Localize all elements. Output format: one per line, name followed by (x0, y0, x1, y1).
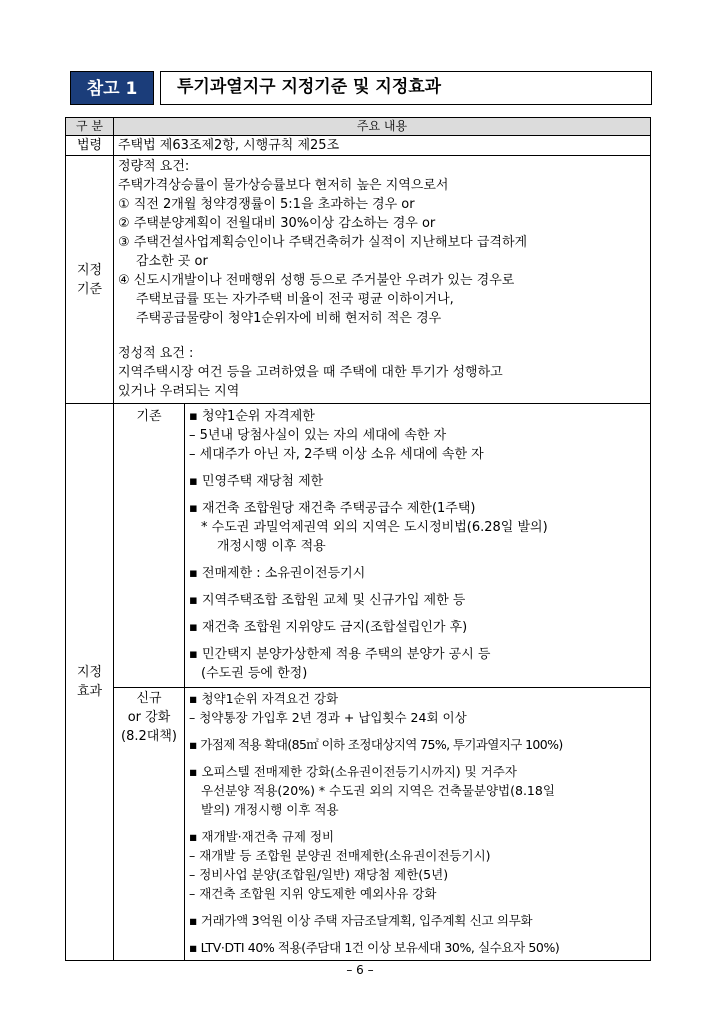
spacer (189, 754, 646, 762)
existing-item: ▪ 재건축 조합원당 재건축 주택공급수 제한(1주택) (189, 501, 476, 516)
new-label-line2: or 강화 (127, 710, 171, 725)
quant-title: 정량적 요건: (118, 159, 190, 174)
new-item: ▪ 가점제 적용 확대(85㎡ 이하 조정대상지역 75%, 투기과열지구 100%) (189, 737, 563, 752)
new-subitem: – 청약통장 가입후 2년 경과 + 납입횟수 24회 이상 (189, 710, 467, 725)
effect-existing-row (66, 404, 651, 688)
effect-label-line2: 효과 (76, 684, 103, 699)
new-label (114, 688, 185, 961)
existing-note: 개정시행 이후 적용 (217, 539, 326, 554)
spacer (189, 491, 646, 499)
spacer (189, 903, 646, 911)
quant-line: 주택공급물량이 청약1순위자에 비해 현저히 적은 경우 (136, 311, 442, 326)
spacer (189, 610, 646, 618)
quant-line: ① 직전 2개월 청약경쟁률이 5:1을 초과하는 경우 or (118, 197, 415, 212)
page-title: 투기과열지구 지정기준 및 지정효과 (160, 71, 652, 105)
criteria-label-line2: 기준 (76, 281, 103, 297)
existing-label: 기존 (114, 404, 185, 688)
spacer (189, 819, 646, 827)
quant-line: ③ 주택건설사업계획승인이나 주택건축허가 실적이 지난해보다 급격하게 (118, 235, 528, 250)
title-bar (70, 71, 652, 105)
new-label-line3: (8.2대책) (121, 729, 177, 744)
quant-line: 감소한 곳 or (136, 254, 208, 269)
new-subitem: – 재개발 등 조합원 분양권 전매제한(소유권이전등기시) (189, 848, 491, 863)
existing-subitem: – 5년내 당첨사실이 있는 자의 세대에 속한 자 (189, 428, 447, 443)
law-row (66, 136, 651, 156)
new-item: ▪ 거래가액 3억원 이상 주택 자금조달계획, 입주계획 신고 의무화 (189, 913, 533, 928)
criteria-table (65, 117, 651, 961)
new-note: 발의) 개정시행 이후 적용 (201, 802, 339, 817)
qual-title: 정성적 요건 : (118, 346, 194, 361)
new-item: ▪ 오피스텔 전매제한 강화(소유권이전등기시까지) 및 거주자 (189, 764, 517, 779)
quant-line: ② 주택분양계획이 전월대비 30%이상 감소하는 경우 or (118, 216, 436, 231)
reference-tag: 참고 1 (70, 71, 154, 105)
quant-line: 주택보급률 또는 자가주택 비율이 전국 평균 이하이거나, (136, 292, 454, 307)
criteria-label (66, 156, 114, 404)
spacer (189, 583, 646, 591)
existing-note: (수도권 등에 한정) (201, 666, 308, 681)
criteria-content (114, 156, 651, 404)
qual-line: 지역주택시장 여건 등을 고려하였을 때 주택에 대한 투기가 성행하고 (118, 365, 503, 380)
new-note: 우선분양 적용(20%) * 수도권 외의 지역은 건축물분양법(8.18일 (201, 783, 555, 798)
spacer (189, 464, 646, 472)
effect-label-line1: 지정 (76, 665, 103, 680)
existing-item: ▪ 재건축 조합원 지위양도 금지(조합설립인가 후) (189, 620, 468, 635)
table-header-row (66, 118, 651, 136)
existing-content (185, 404, 651, 688)
existing-item: ▪ 민간택지 분양가상한제 적용 주택의 분양가 공시 등 (189, 647, 491, 662)
header-category: 구 분 (66, 118, 114, 136)
spacer (118, 328, 646, 344)
new-subitem: – 정비사업 분양(조합원/일반) 재당첨 제한(5년) (189, 867, 449, 882)
quant-line: 주택가격상승률이 물가상승률보다 현저히 높은 지역으로서 (118, 178, 449, 193)
new-content (185, 688, 651, 961)
spacer (189, 556, 646, 564)
existing-item: ▪ 민영주택 재당첨 제한 (189, 474, 324, 489)
existing-note: * 수도권 과밀억제권역 외의 지역은 도시정비법(6.28일 발의) (201, 520, 548, 535)
spacer (189, 930, 646, 938)
spacer (189, 727, 646, 735)
new-item: ▪ 재개발·재건축 규제 정비 (189, 829, 335, 844)
effect-label (66, 404, 114, 961)
page-number: – 6 – (346, 963, 374, 977)
new-item: ▪ LTV·DTI 40% 적용(주담대 1건 이상 보유세대 30%, 실수요자 50%) (189, 940, 560, 955)
criteria-label-line1: 지정 (76, 262, 103, 278)
existing-item: ▪ 지역주택조합 조합원 교체 및 신규가입 제한 등 (189, 593, 466, 608)
header-content: 주요 내용 (114, 118, 651, 136)
existing-item: ▪ 청약1순위 자격제한 (189, 409, 315, 424)
new-subitem: – 재건축 조합원 지위 양도제한 예외사유 강화 (189, 886, 437, 901)
criteria-row (66, 156, 651, 404)
new-item: ▪ 청약1순위 자격요건 강화 (189, 691, 339, 706)
existing-item: ▪ 전매제한 : 소유권이전등기시 (189, 566, 366, 581)
law-label: 법령 (66, 136, 114, 156)
new-label-line1: 신규 (136, 691, 162, 706)
effect-new-row (66, 688, 651, 961)
law-text: 주택법 제63조제2항, 시행규칙 제25조 (114, 136, 651, 156)
existing-subitem: – 세대주가 아닌 자, 2주택 이상 소유 세대에 속한 자 (189, 447, 484, 462)
quant-line: ④ 신도시개발이나 전매행위 성행 등으로 주거불안 우려가 있는 경우로 (118, 273, 515, 288)
spacer (189, 637, 646, 645)
qual-line: 있거나 우려되는 지역 (118, 384, 240, 399)
